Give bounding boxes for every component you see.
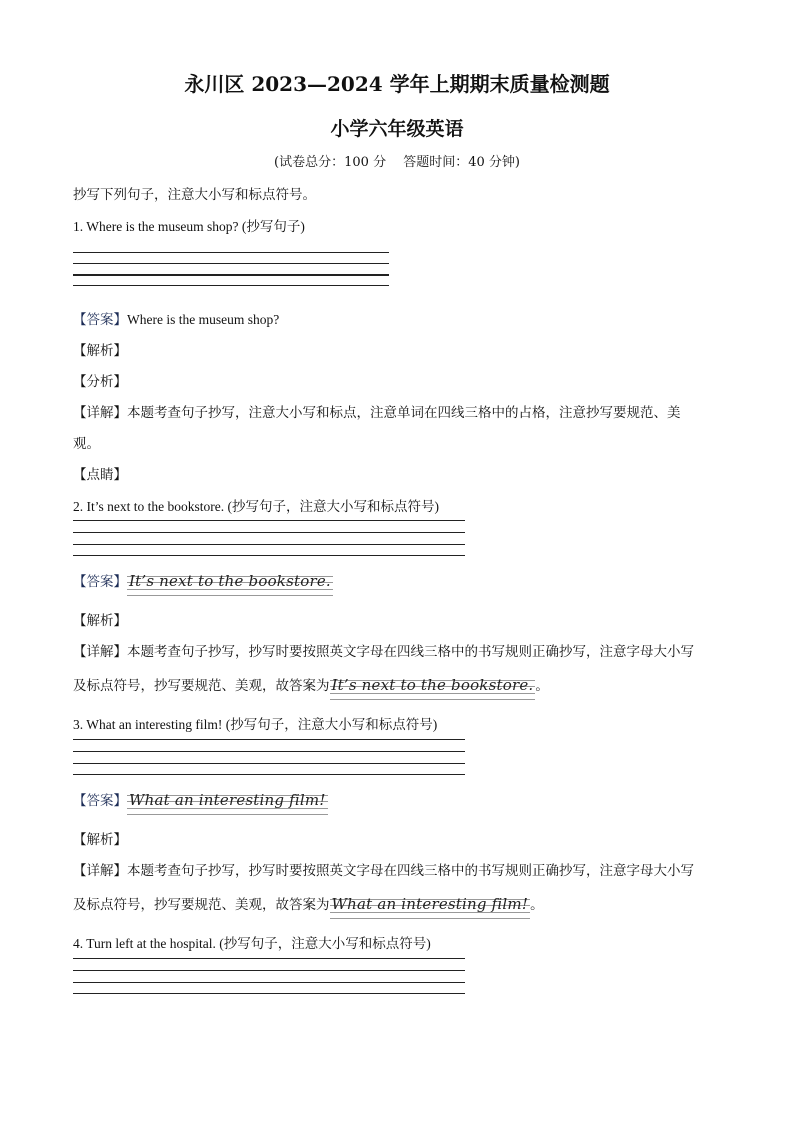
answer-label: 【答案】 [73, 574, 127, 590]
question-4-writing-lines [73, 958, 465, 994]
question-1-dianjing-label: 【点睛】 [73, 467, 127, 483]
question-1-writing-lines [73, 252, 389, 288]
question-2-detail-answer: It’s next to the bookstore. [331, 675, 534, 694]
question-3-text: 3. What an interesting film! (抄写句子，注意大小写和标点符号) [73, 717, 438, 732]
question-1-analysis-label: 【解析】 [73, 343, 127, 359]
detail-label: 【详解】 [73, 405, 127, 421]
question-3-detail-prefix: 及标点符号，抄写要规范、美观，故答案为 [73, 897, 330, 913]
question-3-detail-line2 [73, 893, 544, 915]
question-1-fenxi-label: 【分析】 [73, 374, 127, 390]
question-2-detail-row [73, 640, 694, 660]
question-3-detail-line1: 本题考查句子抄写，抄写时要按照英文字母在四线三格中的书写规则正确抄写，注意字母大小写 [127, 863, 694, 879]
answer-label: 【答案】 [73, 312, 127, 328]
question-3-detail-suffix: 。 [530, 897, 544, 913]
question-3-analysis-label: 【解析】 [73, 832, 127, 848]
exam-title: 永川区 2023—2024 学年上期期末质量检测题 [184, 72, 610, 96]
question-4-text: 4. Turn left at the hospital. (抄写句子，注意大小写和标点符号) [73, 936, 431, 951]
question-2-detail-line2 [73, 674, 549, 696]
question-3-answer: What an interesting film! [129, 790, 326, 809]
question-1-detail-row [73, 401, 681, 421]
exam-subtitle: 小学六年级英语 [330, 118, 464, 140]
question-3-detail-handwriting [330, 894, 531, 915]
question-2-answer-handwriting [127, 571, 333, 592]
question-1-detail-line2: 观。 [73, 436, 100, 452]
detail-label: 【详解】 [73, 644, 127, 660]
question-2-detail-line1: 本题考查句子抄写，抄写时要按照英文字母在四线三格中的书写规则正确抄写，注意字母大小写 [127, 644, 694, 660]
question-1-answer-row [73, 308, 279, 328]
question-3-answer-handwriting [127, 790, 328, 811]
detail-label: 【详解】 [73, 863, 127, 879]
question-3-writing-lines [73, 739, 465, 775]
question-2-detail-prefix: 及标点符号，抄写要规范、美观，故答案为 [73, 678, 330, 694]
answer-label: 【答案】 [73, 793, 127, 809]
question-2-analysis-label: 【解析】 [73, 613, 127, 629]
question-2-text: 2. It’s next to the bookstore. (抄写句子，注意大小写和标点符号) [73, 499, 439, 514]
instruction-text: 抄写下列句子，注意大小写和标点符号。 [73, 187, 316, 203]
question-1-answer: Where is the museum shop? [127, 312, 280, 327]
question-2-answer-row [73, 570, 333, 592]
exam-info: (试卷总分：100 分 答题时间：40 分钟) [274, 155, 520, 170]
question-2-answer: It’s next to the bookstore. [129, 571, 331, 590]
question-2-writing-lines [73, 520, 465, 556]
question-3-detail-row [73, 859, 694, 879]
question-1-text: 1. Where is the museum shop? (抄写句子) [73, 219, 305, 234]
question-3-detail-answer: What an interesting film! [331, 894, 529, 913]
question-2-detail-handwriting [330, 675, 536, 696]
question-3-answer-row [73, 789, 328, 811]
question-2-detail-suffix: 。 [535, 678, 549, 694]
question-1-detail-line1: 本题考查句子抄写，注意大小写和标点，注意单词在四线三格中的占格，注意抄写要规范、美 [127, 405, 681, 421]
